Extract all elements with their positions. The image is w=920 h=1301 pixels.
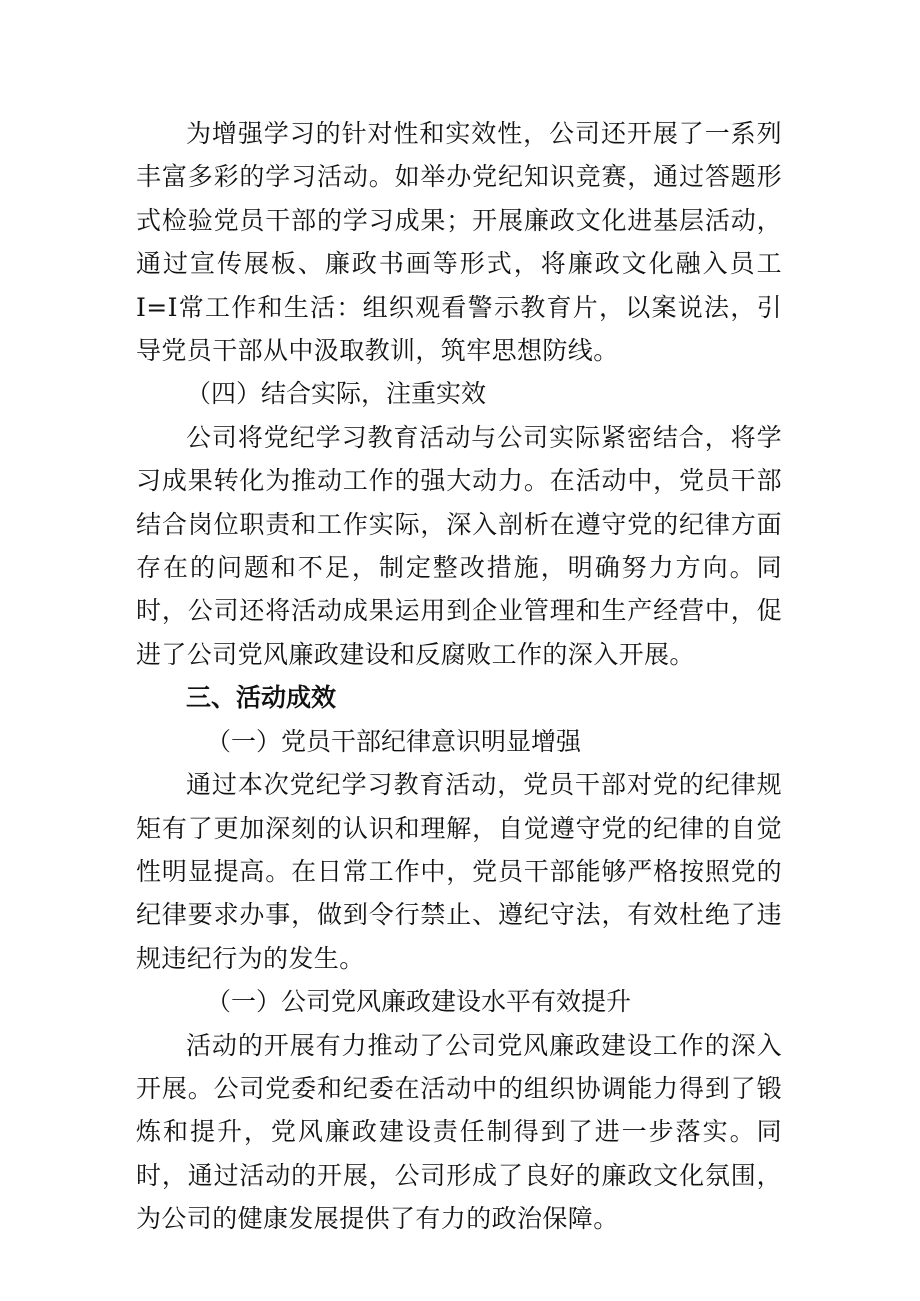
- paragraph-practice: 公司将党纪学习教育活动与公司实际紧密结合，将学习成果转化为推动工作的强大动力。在活动中，党员干部结合岗位职责和工作实际，深入剖析在遵守党的纪律方面存在的问题和不足，制定整改措施，明确努力方向。同时，公司还将活动成果运用到企业管理和生产经营中，促进了公司党风廉政建设和反腐败工作的深入开展。: [136, 422, 782, 669]
- subheading-3-1: （一）党员干部纪律意识明显增强: [206, 726, 582, 756]
- section-heading-3: 三、活动成效: [186, 683, 337, 713]
- subheading-3-2: （一）公司党风廉政建设水平有效提升: [206, 987, 632, 1017]
- subheading-4: （四）结合实际，注重实效: [186, 379, 487, 409]
- paragraph-learning-activities: 为增强学习的针对性和实效性，公司还开展了一系列丰富多彩的学习活动。如举办党纪知识竞赛，通过答题形式检验党员干部的学习成果；开展廉政文化进基层活动，通过宣传展板、廉政书画等形式，将廉政文化融入员工I=I常工作和生活：组织观看警示教育片，以案说法，引导党员干部从中汲取教训，筑牢思想防线。: [136, 119, 782, 366]
- paragraph-integrity: 活动的开展有力推动了公司党风廉政建设工作的深入开展。公司党委和纪委在活动中的组织协调能力得到了锻炼和提升，党风廉政建设责任制得到了进一步落实。同时，通过活动的开展，公司形成了良好的廉政文化氛围，为公司的健康发展提供了有力的政治保障。: [136, 1030, 782, 1234]
- paragraph-discipline: 通过本次党纪学习教育活动，党员干部对党的纪律规矩有了更加深刻的认识和理解，自觉遵守党的纪律的自觉性明显提高。在日常工作中，党员干部能够严格按照党的纪律要求办事，做到令行禁止、遵纪守法，有效杜绝了违规违纪行为的发生。: [136, 770, 782, 973]
